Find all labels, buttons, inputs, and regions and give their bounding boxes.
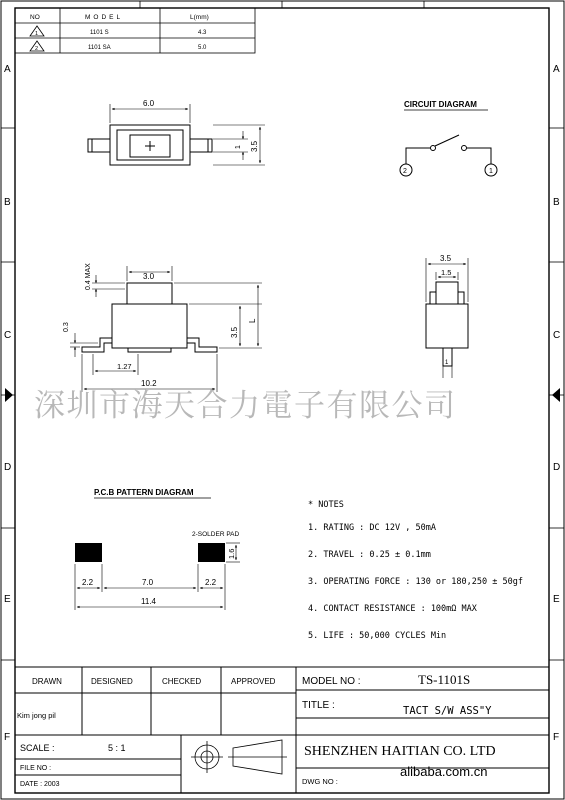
solder-pad-left <box>75 543 102 562</box>
border-letter-left-d: D <box>4 462 12 473</box>
dwg-no-label: DWG NO : <box>302 777 338 786</box>
scale-value: 5 : 1 <box>108 743 126 753</box>
note-item: 4. CONTACT RESISTANCE : 100mΩ MAX <box>308 604 477 614</box>
table-cell-l: 4.3 <box>198 30 207 36</box>
side-view <box>82 283 217 352</box>
pcb-title: P.C.B PATTERN DIAGRAM <box>94 488 194 497</box>
dim-length: L <box>248 318 257 323</box>
top-view <box>88 125 212 165</box>
date-label: DATE : 2003 <box>20 781 60 788</box>
file-no-label: FILE NO : <box>20 765 52 772</box>
note-item: 3. OPERATING FORCE : 130 or 180,250 ± 50gf <box>308 577 523 587</box>
border-letter-left-f: F <box>4 732 11 743</box>
border-letter-left-c: C <box>4 330 12 341</box>
border-letter-right-d: D <box>553 462 561 473</box>
border-letter-right-a: A <box>553 64 560 75</box>
border-letter-right-f: F <box>553 732 560 743</box>
dim-pcb-total: 11.4 <box>141 597 156 606</box>
dim-end-button: 1.5 <box>441 268 452 277</box>
circuit-title: CIRCUIT DIAGRAM <box>404 100 477 109</box>
dim-pcb-right: 2.2 <box>205 578 217 587</box>
scale-label: SCALE : <box>20 743 55 753</box>
company-name: SHENZHEN HAITIAN CO. LTD <box>304 744 496 759</box>
end-view <box>426 282 468 366</box>
dim-end-width: 3.5 <box>440 254 452 263</box>
border-letter-left-b: B <box>4 197 11 208</box>
dim-body-height: 3.5 <box>230 326 239 338</box>
note-item: 5. LIFE : 50,000 CYCLES Min <box>308 631 447 641</box>
site-watermark: alibaba.com.cn <box>400 764 488 779</box>
model-table <box>15 8 255 53</box>
drawn-by-name: Kim jong pil <box>17 711 56 720</box>
dim-button-max: 0.4 MAX <box>85 263 92 290</box>
dim-lead: 0.3 <box>63 322 70 332</box>
dim-button-width: 3.0 <box>143 272 155 281</box>
circuit-symbol <box>400 135 497 176</box>
company-watermark: 深圳市海天合力電子有限公司 <box>34 388 457 424</box>
circuit-pin-1: 1 <box>489 168 493 175</box>
dim-pad-offset: 1.27 <box>117 362 132 371</box>
dim-top-stem: 1 <box>235 145 242 149</box>
table-cell-no: 1 <box>35 31 39 37</box>
pcb-pad-label: 2-SOLDER PAD <box>192 531 240 538</box>
title-value: TACT S/W ASS"Y <box>403 705 492 717</box>
dim-top-height: 3.5 <box>250 140 259 152</box>
dim-total-width: 10.2 <box>141 379 157 388</box>
circuit-pin-2: 2 <box>403 168 407 175</box>
dim-pcb-middle: 7.0 <box>142 578 154 587</box>
border-letter-left-a: A <box>4 64 11 75</box>
table-header-model: MODEL <box>85 14 124 21</box>
table-cell-model: 1101 SA <box>88 45 111 51</box>
dim-pcb-left: 2.2 <box>82 578 94 587</box>
border-letter-right-e: E <box>553 594 560 605</box>
border-letter-right-b: B <box>553 197 560 208</box>
table-header-l: L(mm) <box>190 14 209 21</box>
model-no-value: TS-1101S <box>418 672 471 687</box>
border-letter-right-c: C <box>553 330 561 341</box>
table-cell-l: 5.0 <box>198 45 207 51</box>
table-header-no: NO <box>30 14 40 21</box>
model-no-label: MODEL NO : <box>302 676 361 687</box>
projection-symbol <box>191 740 287 774</box>
note-item: 1. RATING : DC 12V , 50mA <box>308 523 436 533</box>
border-letter-left-e: E <box>4 594 11 605</box>
table-cell-no: 2 <box>35 46 39 52</box>
table-cell-model: 1101 S <box>90 30 109 36</box>
notes-heading: * NOTES <box>308 500 344 510</box>
label-drawn: DRAWN <box>32 677 62 686</box>
dim-pad-height: 1.6 <box>227 548 236 559</box>
note-item: 2. TRAVEL : 0.25 ± 0.1mm <box>308 550 431 560</box>
dim-end-stem: 1 <box>445 360 449 366</box>
label-approved: APPROVED <box>231 677 276 686</box>
label-designed: DESIGNED <box>91 677 133 686</box>
dim-top-width: 6.0 <box>143 99 155 108</box>
solder-pad-right <box>198 543 225 562</box>
label-checked: CHECKED <box>162 677 202 686</box>
title-label: TITLE : <box>302 700 335 711</box>
